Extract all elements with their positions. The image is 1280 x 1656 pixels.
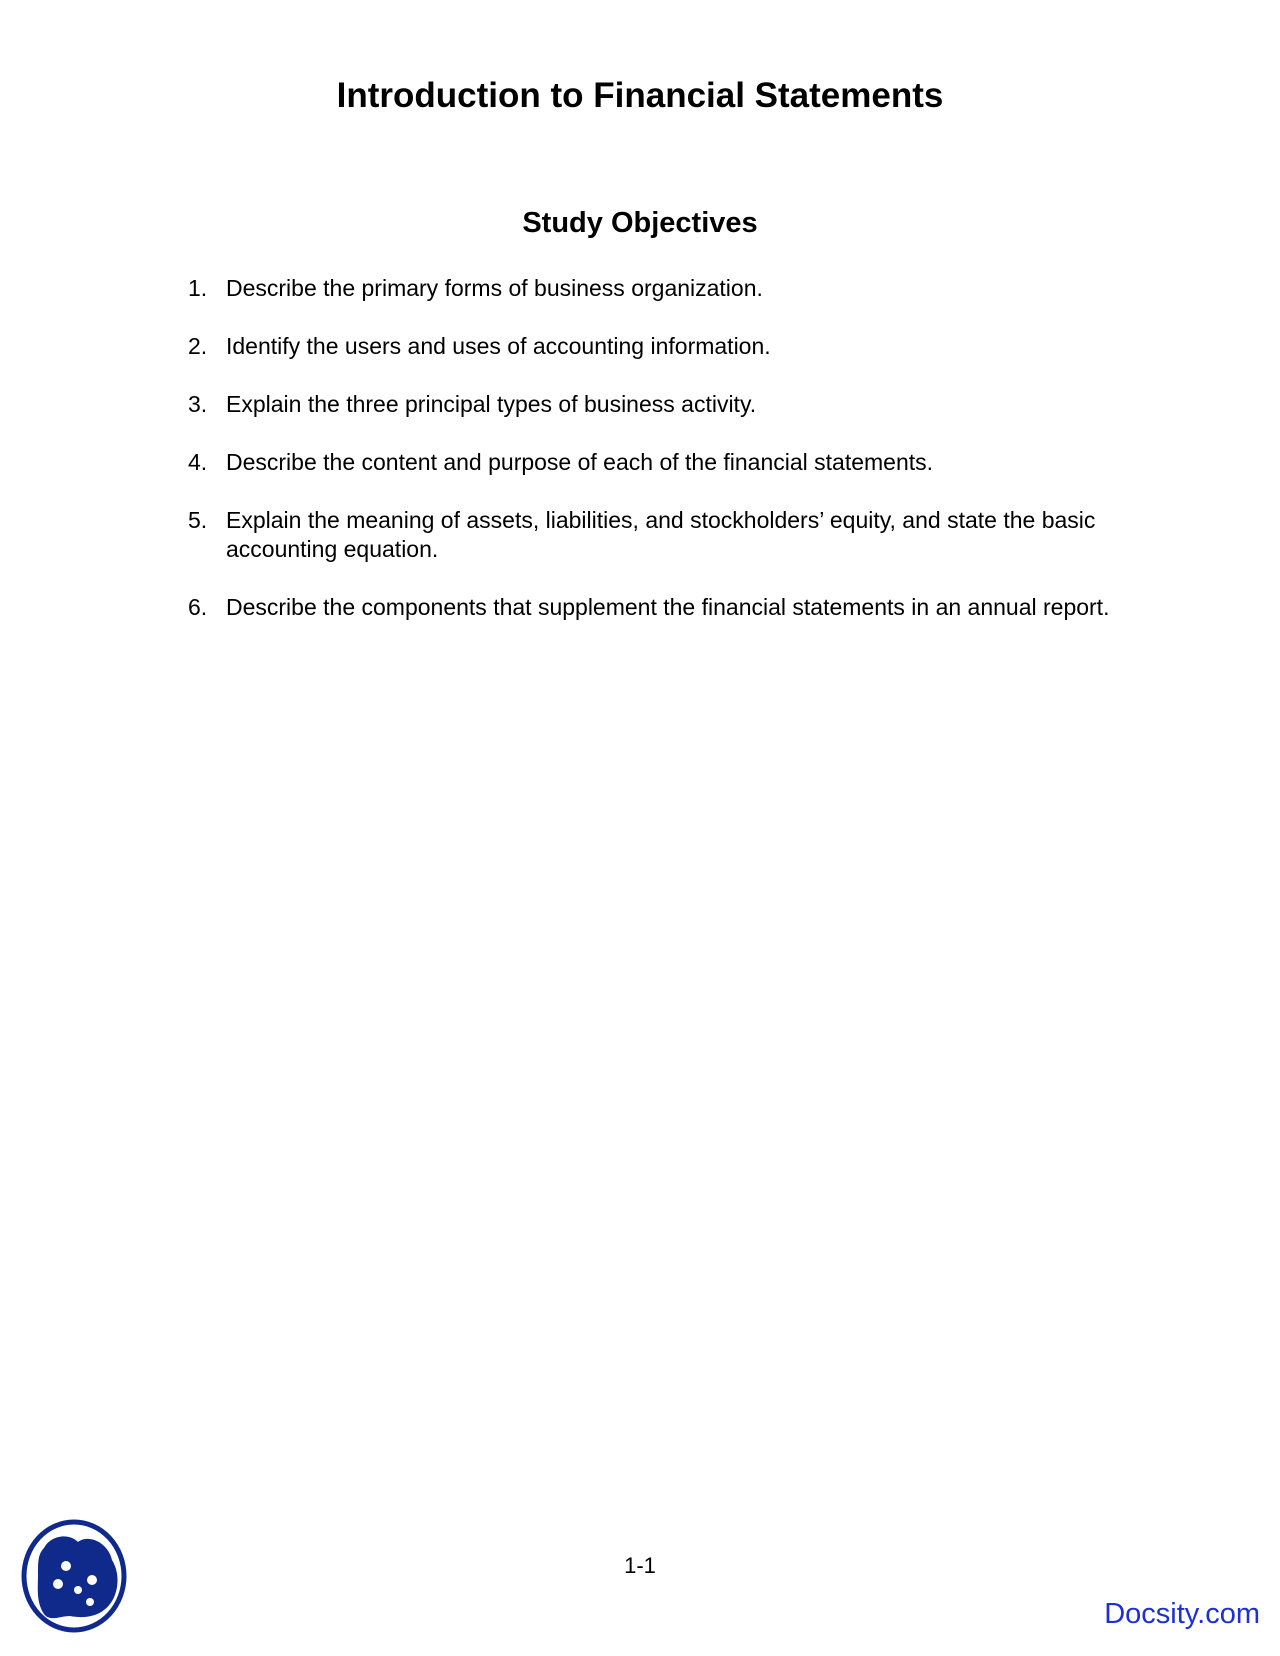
- objective-number: 2.: [188, 333, 208, 359]
- objective-number: 4.: [188, 449, 208, 475]
- objective-item: [188, 274, 1128, 303]
- docsity-logo-svg: [20, 1518, 132, 1634]
- objective-number: 1.: [188, 275, 208, 301]
- objective-number: 6.: [188, 594, 208, 620]
- objective-item: [188, 593, 1128, 622]
- objective-item: [188, 390, 1128, 419]
- objective-text: Describe the primary forms of business organization.: [226, 275, 763, 301]
- objectives-list: [188, 274, 1128, 651]
- objective-number: 5.: [188, 507, 208, 533]
- objective-text: Describe the components that supplement the financial statements in an annual report.: [226, 594, 1110, 620]
- objective-text: Identify the users and uses of accounting information.: [226, 333, 771, 359]
- objective-item: [188, 448, 1128, 477]
- objective-text: Explain the three principal types of business activity.: [226, 391, 757, 417]
- objective-text: Explain the meaning of assets, liabilities, and stockholders’ equity, and state the basic accounting equation.: [226, 507, 1096, 562]
- docsity-link[interactable]: Docsity.com: [1104, 1598, 1260, 1630]
- section-heading: Study Objectives: [522, 207, 758, 239]
- objective-item: [188, 332, 1128, 361]
- document-title: Introduction to Financial Statements: [336, 76, 944, 115]
- objective-text: Describe the content and purpose of each of the financial statements.: [226, 449, 934, 475]
- objective-number: 3.: [188, 391, 208, 417]
- objective-item: [188, 506, 1128, 564]
- docsity-logo-icon[interactable]: [20, 1518, 132, 1634]
- page-number: 1-1: [624, 1553, 656, 1578]
